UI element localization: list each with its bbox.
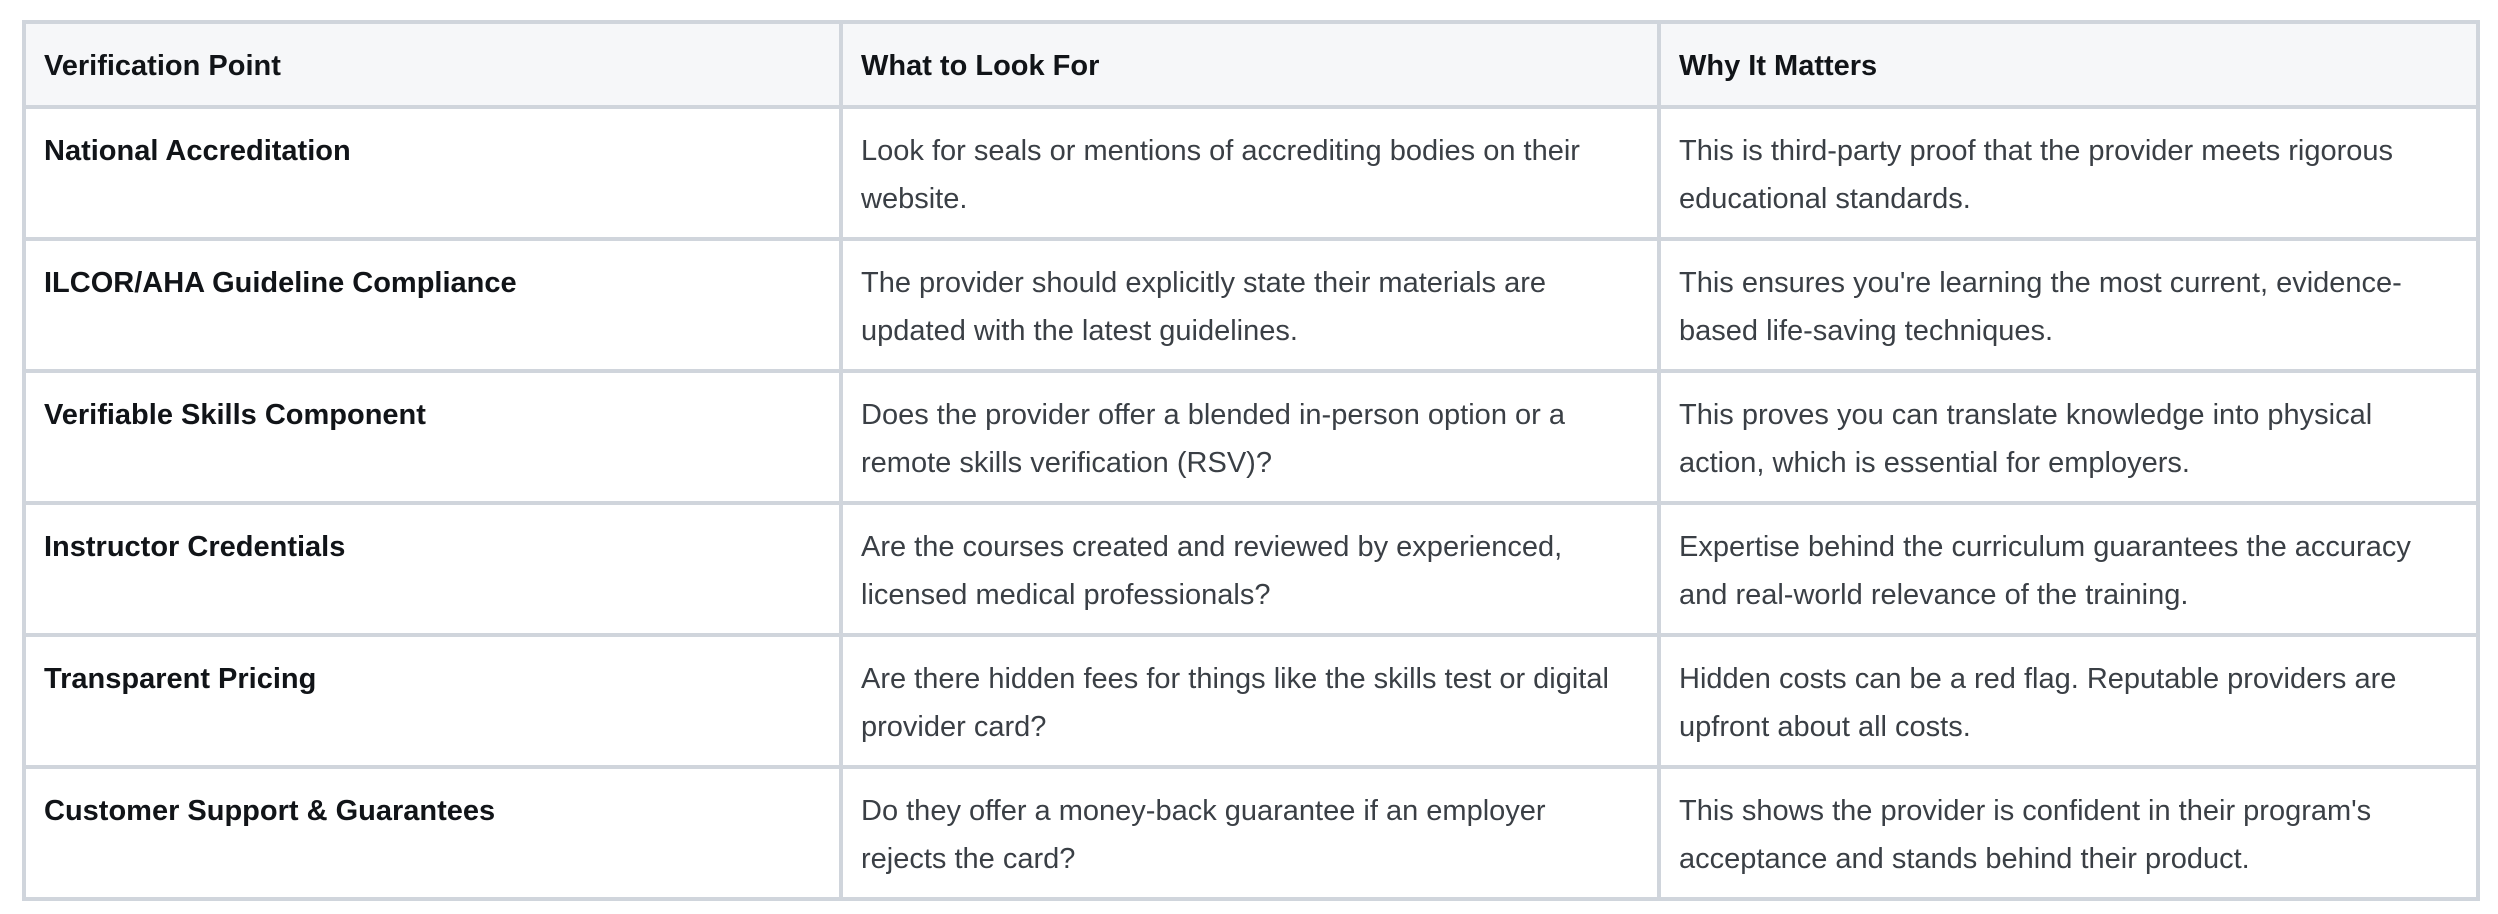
table-row [24,371,2478,503]
header-why-it-matters: Why It Matters [1659,22,2478,107]
verification-point-cell: Instructor Credentials [24,503,841,635]
why-it-matters-cell: Expertise behind the curriculum guarantees the accuracy and real-world relevance of the training. [1659,503,2478,635]
why-it-matters-cell: This is third-party proof that the provider meets rigorous educational standards. [1659,107,2478,239]
table-body [24,107,2478,899]
header-what-to-look-for: What to Look For [841,22,1659,107]
verification-point-cell: ILCOR/AHA Guideline Compliance [24,239,841,371]
verification-table-container [22,20,2476,901]
verification-point-cell: Verifiable Skills Component [24,371,841,503]
what-to-look-for-cell: The provider should explicitly state their materials are updated with the latest guidelines. [841,239,1659,371]
table-row [24,635,2478,767]
table-row [24,107,2478,239]
what-to-look-for-cell: Do they offer a money-back guarantee if an employer rejects the card? [841,767,1659,899]
why-it-matters-cell: Hidden costs can be a red flag. Reputable providers are upfront about all costs. [1659,635,2478,767]
table-row [24,503,2478,635]
why-it-matters-cell: This proves you can translate knowledge into physical action, which is essential for employers. [1659,371,2478,503]
verification-point-cell: Customer Support & Guarantees [24,767,841,899]
what-to-look-for-cell: Are the courses created and reviewed by experienced, licensed medical professionals? [841,503,1659,635]
what-to-look-for-cell: Are there hidden fees for things like the skills test or digital provider card? [841,635,1659,767]
why-it-matters-cell: This shows the provider is confident in their program's acceptance and stands behind their product. [1659,767,2478,899]
header-verification-point: Verification Point [24,22,841,107]
table-row [24,767,2478,899]
header-row [24,22,2478,107]
why-it-matters-cell: This ensures you're learning the most current, evidence-based life-saving techniques. [1659,239,2478,371]
table-header [24,22,2478,107]
verification-point-cell: National Accreditation [24,107,841,239]
table-row [24,239,2478,371]
verification-table [22,20,2480,901]
verification-point-cell: Transparent Pricing [24,635,841,767]
what-to-look-for-cell: Look for seals or mentions of accrediting bodies on their website. [841,107,1659,239]
what-to-look-for-cell: Does the provider offer a blended in-person option or a remote skills verification (RSV)? [841,371,1659,503]
